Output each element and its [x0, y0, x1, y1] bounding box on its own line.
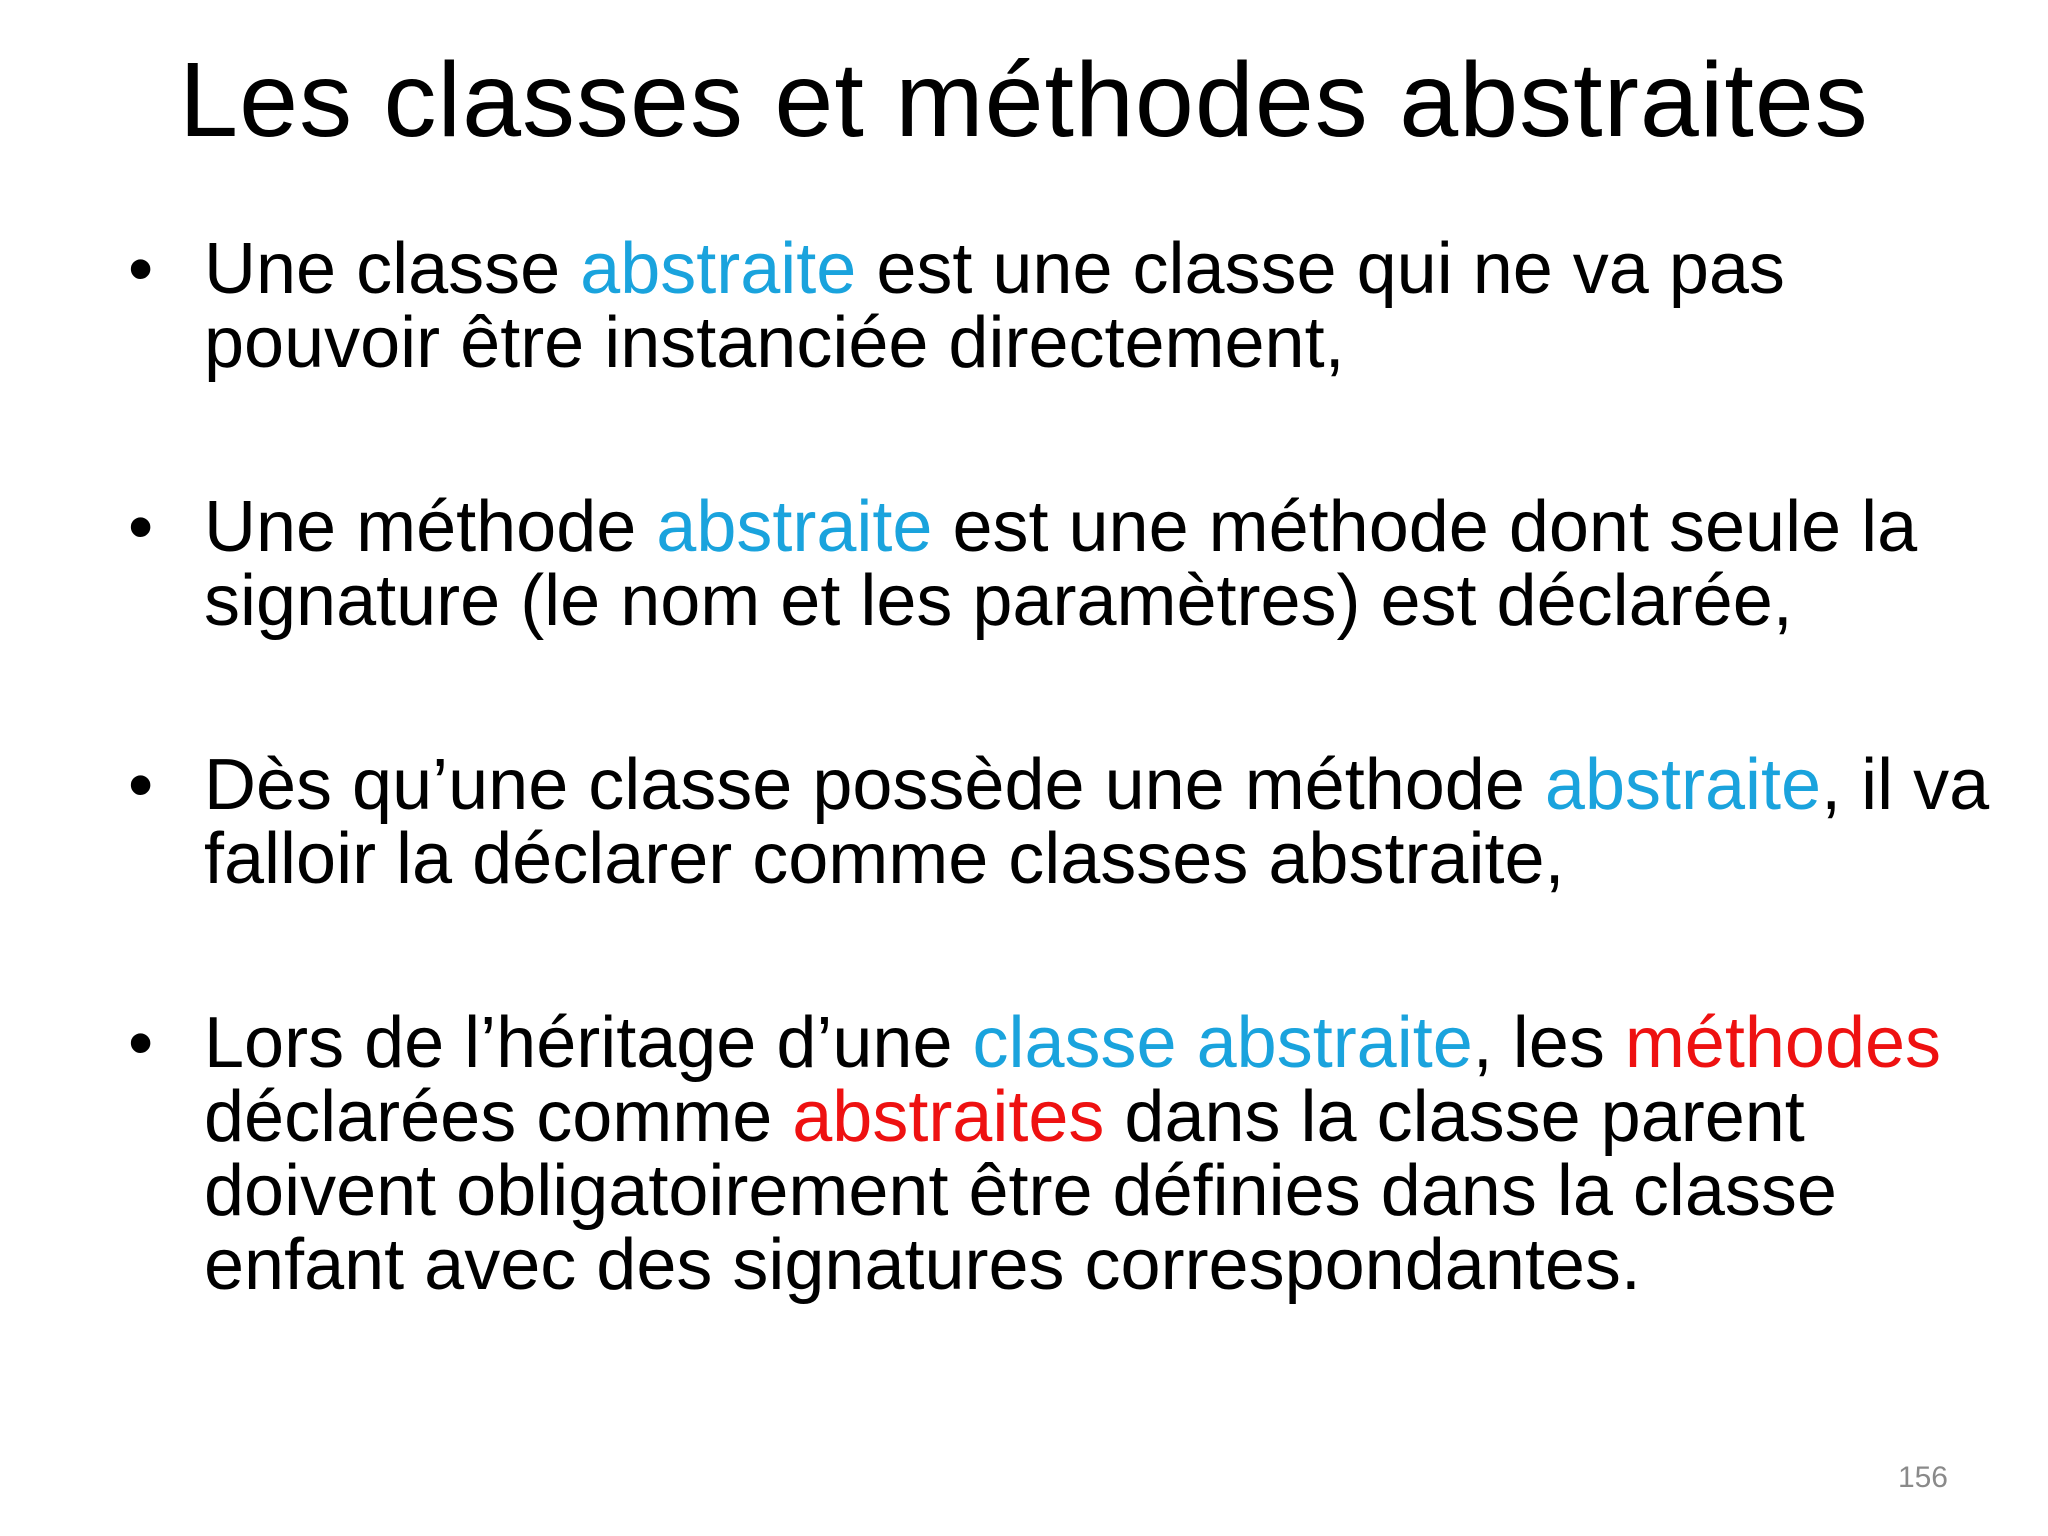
- highlight-methodes: méthodes: [1624, 1003, 1942, 1083]
- text-segment: déclarées comme: [204, 1077, 793, 1157]
- text-segment: signature (le nom et les paramètres) est déclarée,: [204, 561, 1793, 641]
- bullet-line: [204, 819, 1960, 899]
- bullet-line: [204, 561, 1960, 641]
- bullet-item: [120, 229, 1960, 383]
- highlight-abstraite: abstraite: [580, 229, 857, 309]
- bullet-dot-icon: •: [128, 1003, 154, 1083]
- highlight-abstraite: abstraite: [1544, 745, 1822, 825]
- bullet-line: [204, 745, 1990, 825]
- highlight-classe-abstraite: classe abstraite: [972, 1003, 1473, 1083]
- bullet-dot-icon: •: [128, 229, 154, 309]
- bullet-line: [204, 1003, 1960, 1083]
- bullet-item: [120, 487, 1960, 641]
- text-segment: est une méthode dont seule la: [932, 487, 1918, 567]
- text-segment: , il va: [1821, 745, 1990, 825]
- bullet-list: [120, 229, 1990, 1305]
- bullet-dot-icon: •: [128, 487, 154, 567]
- text-segment: Dès qu’une classe possède une méthode: [204, 745, 1545, 825]
- bullet-item: [120, 1003, 1960, 1305]
- text-segment: est une classe qui ne va pas: [856, 229, 1785, 309]
- bullet-line: [204, 487, 1960, 567]
- bullet-line: [204, 1225, 1960, 1305]
- text-segment: , les: [1472, 1003, 1625, 1083]
- text-segment: dans la classe parent: [1104, 1077, 1805, 1157]
- text-segment: Une méthode: [204, 487, 657, 567]
- page-number: 156: [1897, 1461, 1948, 1494]
- bullet-line: [204, 229, 1960, 309]
- bullet-line: [204, 1151, 1960, 1231]
- highlight-abstraites: abstraites: [792, 1077, 1105, 1157]
- text-segment: enfant avec des signatures correspondantes.: [204, 1225, 1641, 1305]
- text-segment: Une classe: [204, 229, 581, 309]
- highlight-abstraite: abstraite: [656, 487, 933, 567]
- bullet-dot-icon: •: [128, 745, 154, 825]
- text-segment: doivent obligatoirement être définies dans la classe: [204, 1151, 1837, 1231]
- bullet-item: [120, 745, 1990, 899]
- bullet-line: [204, 1077, 1960, 1157]
- bullet-line: [204, 303, 1960, 383]
- text-segment: falloir la déclarer comme classes abstraite,: [204, 819, 1565, 899]
- text-segment: Lors de l’héritage d’une: [204, 1003, 973, 1083]
- slide-title: Les classes et méthodes abstraites: [179, 41, 1869, 159]
- text-segment: pouvoir être instanciée directement,: [204, 303, 1345, 383]
